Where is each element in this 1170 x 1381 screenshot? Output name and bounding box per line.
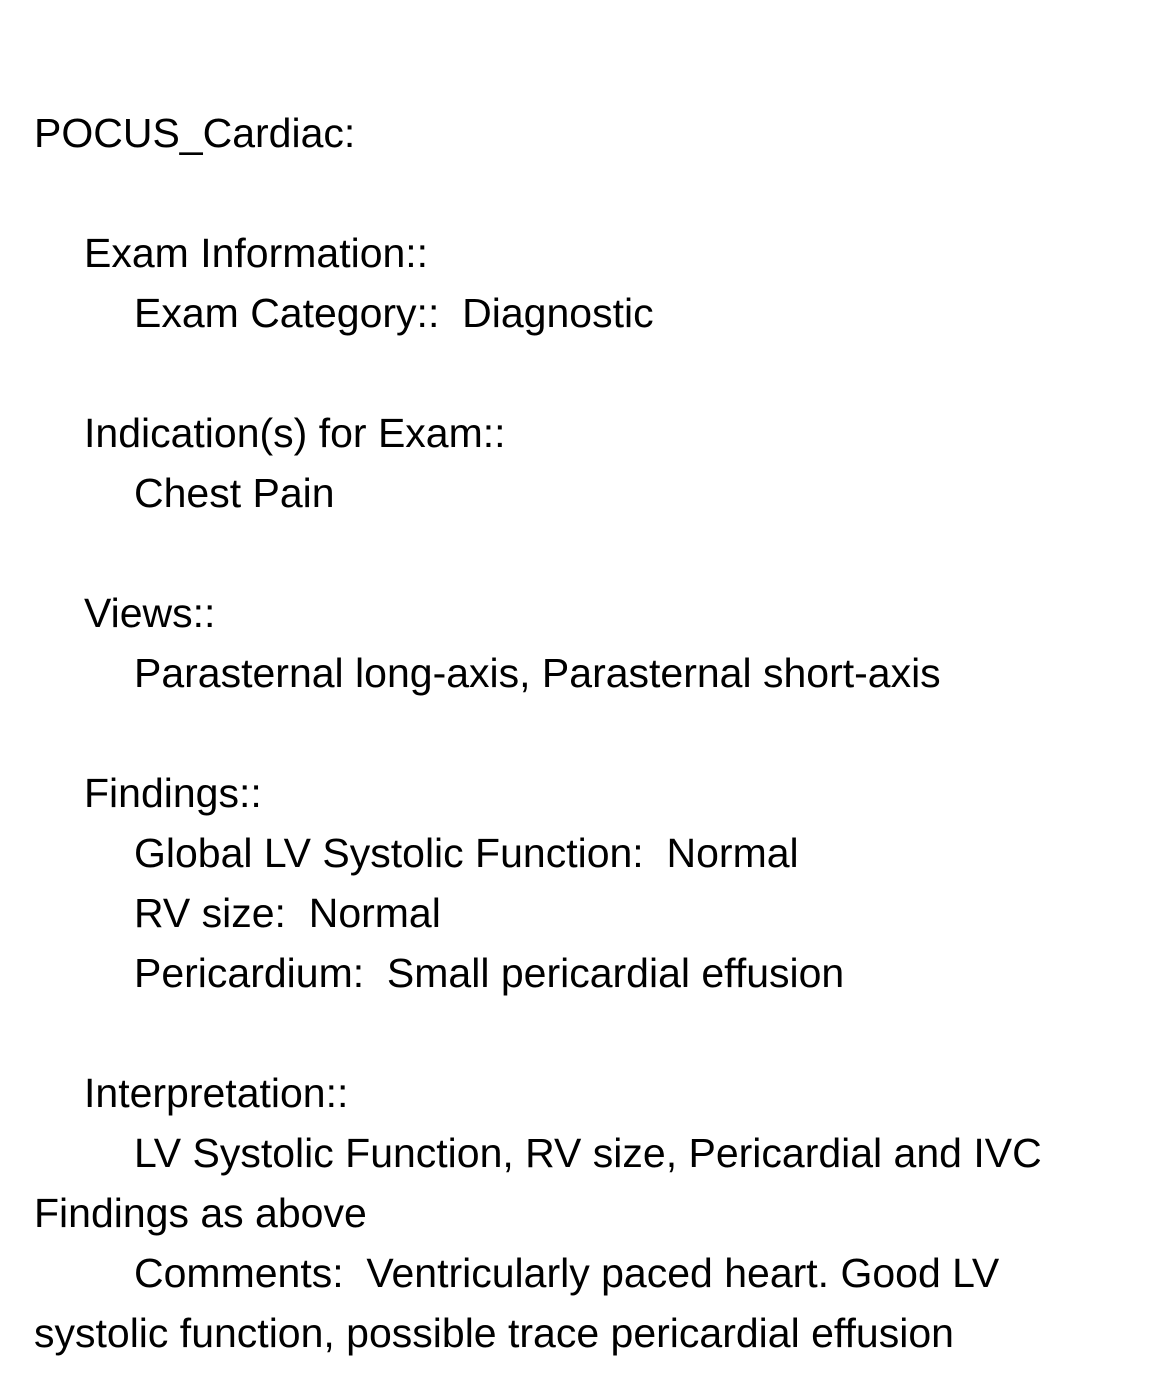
exam-category-value: Diagnostic	[462, 290, 654, 336]
report-title: POCUS_Cardiac:	[34, 110, 356, 156]
exam-category-row	[34, 283, 1144, 343]
indications-value: Chest Pain	[134, 470, 335, 516]
comments-value: Ventricularly paced heart. Good LV systolic function, possible trace pericardial effusion	[34, 1250, 1000, 1356]
findings-heading: Findings::	[84, 770, 262, 816]
spacer	[34, 703, 1144, 763]
finding-pericardium	[34, 943, 1144, 1003]
views-heading: Views::	[84, 590, 216, 636]
interpretation-summary: LV Systolic Function, RV size, Pericardial and IVC Findings as above	[34, 1130, 1042, 1236]
finding-label: Global LV Systolic Function:	[134, 830, 644, 876]
exam-information-heading: Exam Information::	[84, 230, 429, 276]
finding-value: Normal	[308, 890, 441, 936]
finding-value: Small pericardial effusion	[386, 950, 845, 996]
finding-value: Normal	[666, 830, 799, 876]
exam-category-label: Exam Category::	[134, 290, 440, 336]
spacer	[34, 523, 1144, 583]
views-value: Parasternal long-axis, Parasternal short-axis	[134, 650, 941, 696]
interpretation-comments	[34, 1243, 1144, 1363]
spacer	[34, 343, 1144, 403]
spacer	[34, 163, 1144, 223]
finding-label: Pericardium:	[134, 950, 365, 996]
finding-rv-size	[34, 883, 1144, 943]
interpretation-heading: Interpretation::	[84, 1070, 349, 1116]
pocus-report	[34, 103, 1144, 1363]
spacer	[34, 1003, 1144, 1063]
comments-label: Comments:	[134, 1250, 344, 1296]
finding-label: RV size:	[134, 890, 286, 936]
indications-heading: Indication(s) for Exam::	[84, 410, 506, 456]
finding-lv-function	[34, 823, 1144, 883]
